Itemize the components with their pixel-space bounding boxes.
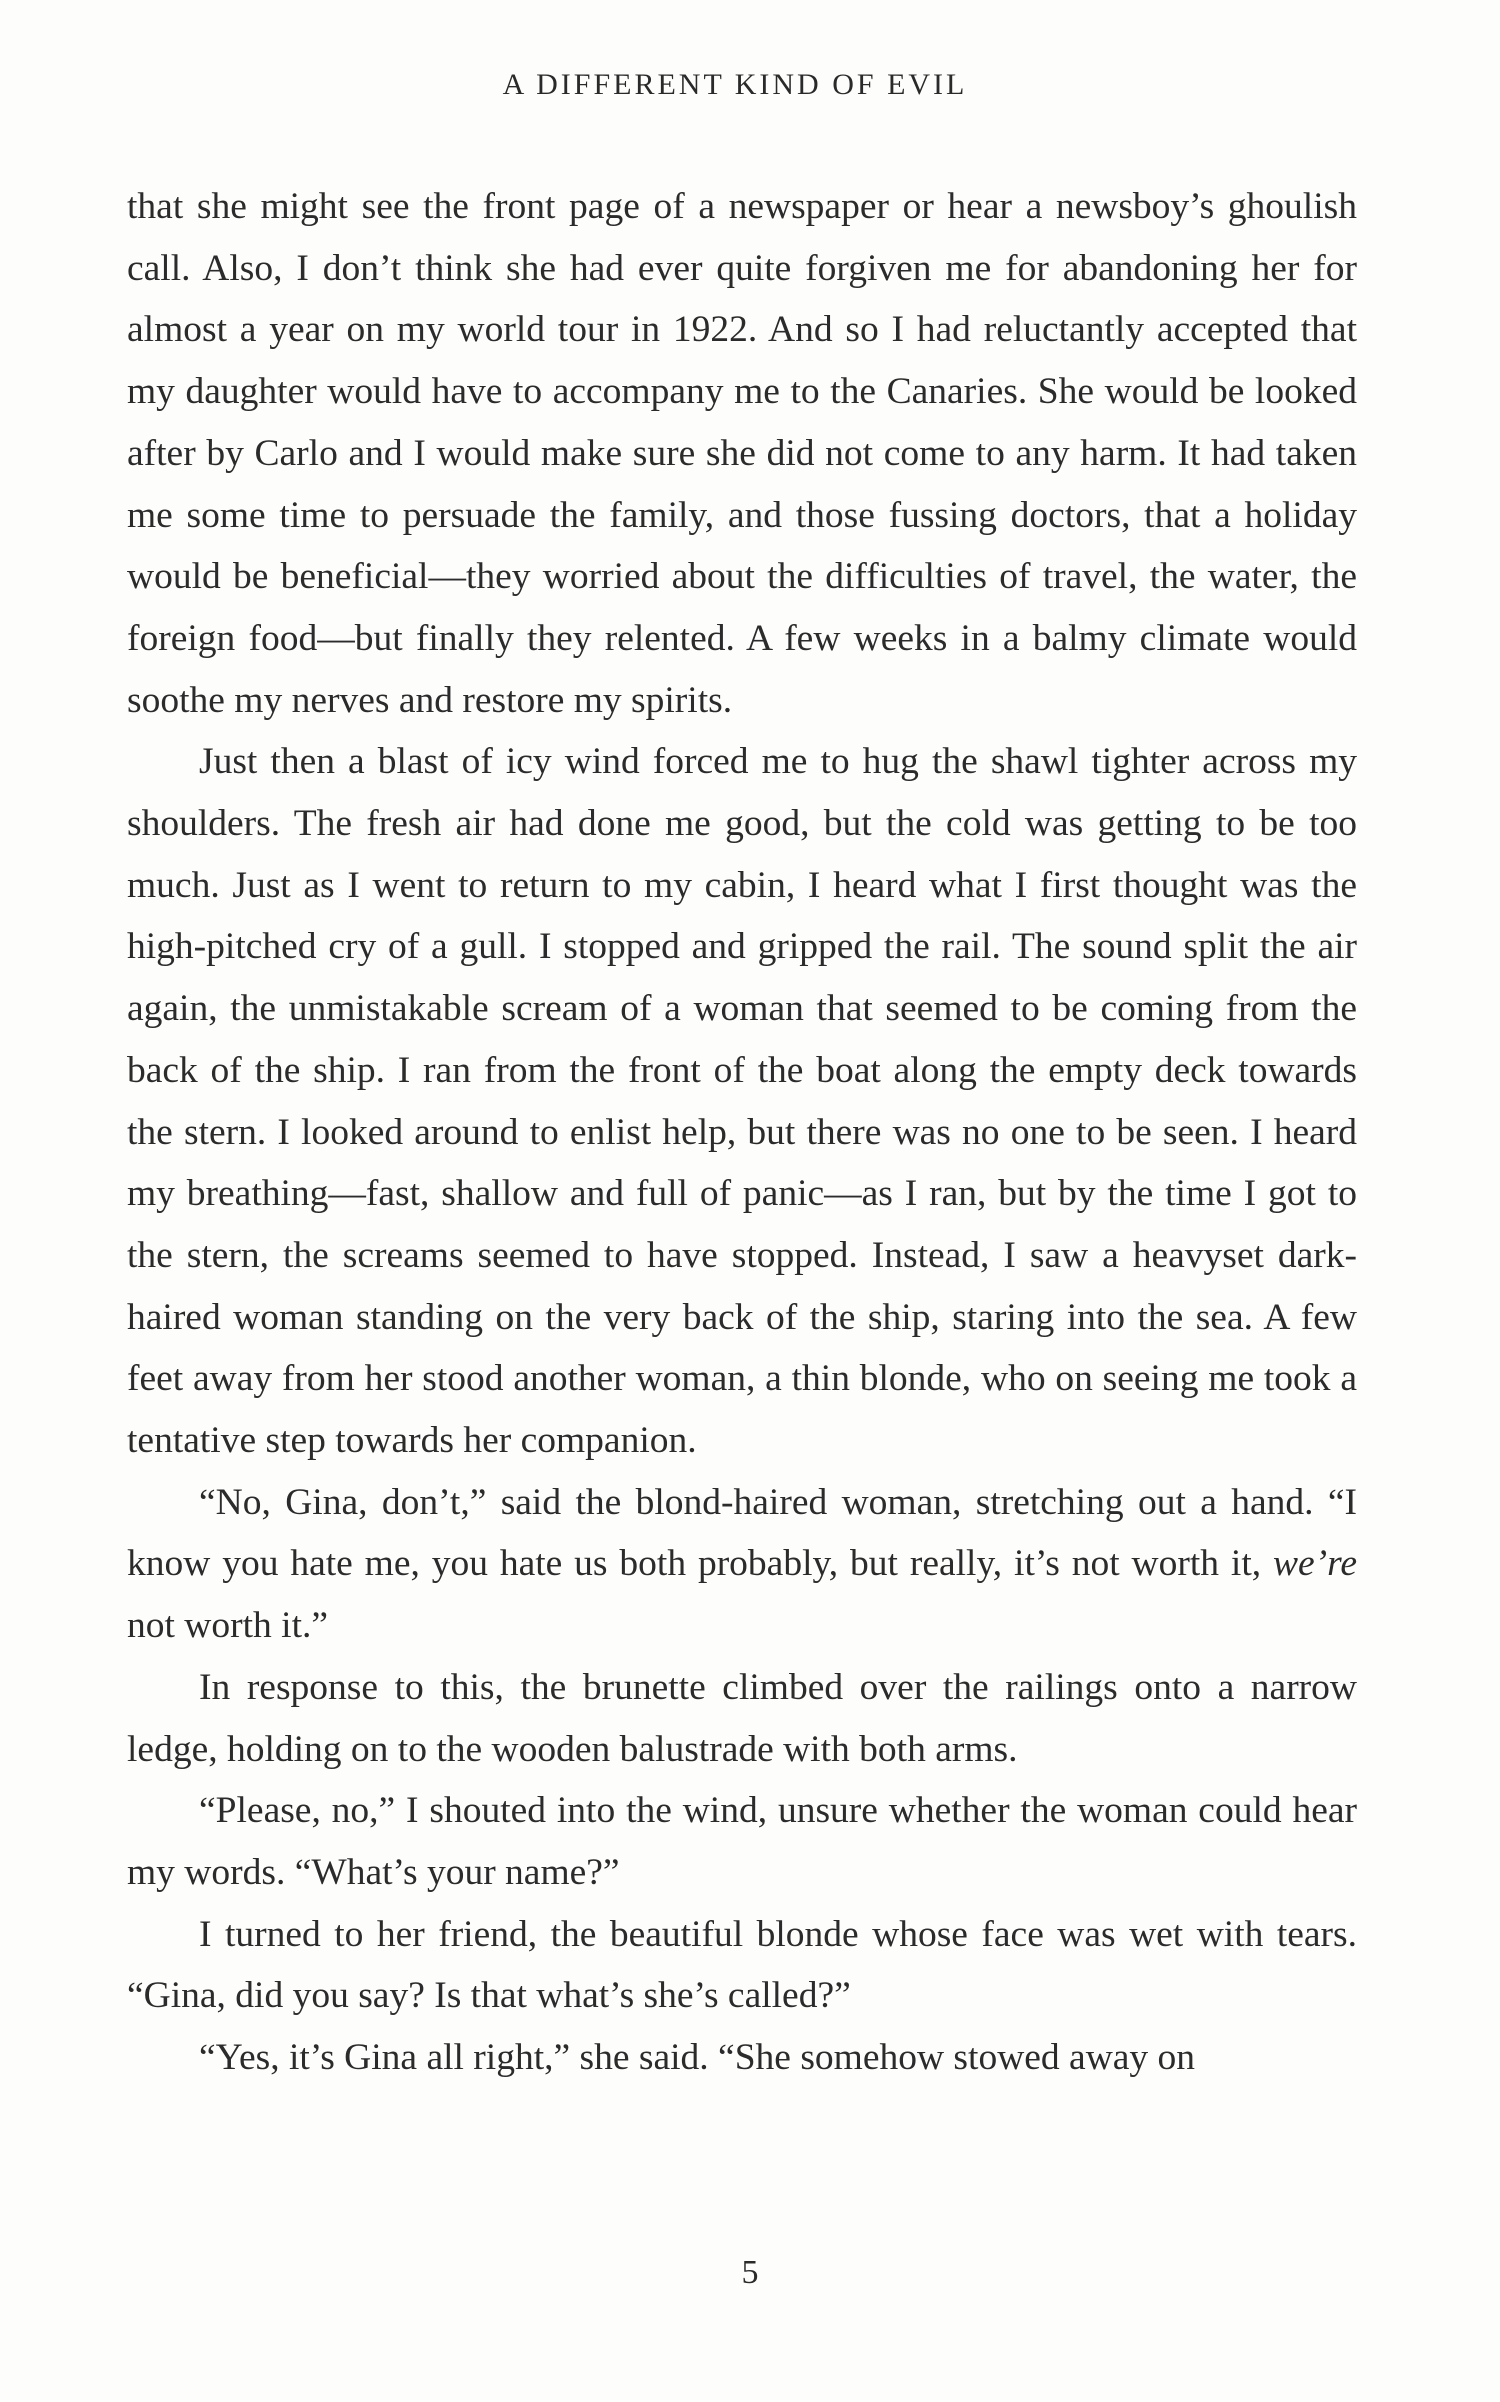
paragraph-text: “No, Gina, don’t,” said the blond-haired woman, stretching out a hand. “I know you hate me, you hate us both probably, but really, it’s not worth it, — [127, 1481, 1357, 1585]
paragraph-text: that she might see the front page of a newspaper or hear a newsboy’s ghoulish call. Also, I don’t think she had ever quite forgiven me for abandoning her for almost a year on my world tour in 1922. And so I had reluctantly accepted that my daughter would have to accompany me to the Canaries. She would be looked after by Carlo and I would make sure she did not come to any harm. It had taken me some time to persuade the family, and those fussing doctors, that a holiday would be beneficial—they worried about the difficulties of travel, the water, the foreign food—but finally they relented. A few weeks in a balmy climate would soothe my nerves and restore my spirits. — [127, 186, 1357, 721]
running-head: A DIFFERENT KIND OF EVIL — [502, 68, 968, 101]
paragraph-text: Just then a blast of icy wind forced me to hug the shawl tighter across my shoulders. The fresh air had done me good, but the cold was getting to be too much. Just as I went to return to my cabin, I heard what I first thought was the high-pitched cry of a gull. I stopped and gripped the rail. The sound split the air again, the unmistakable scream of a woman that seemed to be coming from the back of the ship. I ran from the front of the boat along the empty deck towards the stern. I looked around to enlist help, but there was no one to be seen. I heard my breathing—fast, shallow and full of panic—as I ran, but by the time I got to the stern, the screams seemed to have stopped. Instead, I saw a heavyset dark-haired woman standing on the very back of the ship, staring into the sea. A few feet away from her stood another woman, a thin blonde, who on seeing me took a tentative step towards her companion. — [127, 741, 1357, 1462]
paragraph — [127, 1904, 1357, 2027]
paragraph-text: not worth it.” — [127, 1605, 329, 1647]
paragraph — [127, 1657, 1357, 1780]
paragraph-text: In response to this, the brunette climbed over the railings onto a narrow ledge, holding on to the wooden balustrade with both arms. — [127, 1666, 1357, 1770]
paragraph-text: “Yes, it’s Gina all right,” she said. “She somehow stowed away on — [199, 2037, 1196, 2079]
paragraph — [127, 176, 1357, 731]
paragraph — [127, 731, 1357, 1471]
body-text — [127, 176, 1357, 2089]
paragraph — [127, 1780, 1357, 1903]
paragraph-text: “Please, no,” I shouted into the wind, unsure whether the woman could hear my words. “What’s your name?” — [127, 1790, 1357, 1893]
paragraph — [127, 1472, 1357, 1657]
paragraph-text: I turned to her friend, the beautiful blonde whose face was wet with tears. “Gina, did you say? Is that what’s she’s called?” — [127, 1913, 1357, 2017]
paragraph — [127, 2027, 1357, 2089]
page-number: 5 — [741, 2254, 759, 2291]
italic-text: we’re — [1273, 1543, 1357, 1585]
